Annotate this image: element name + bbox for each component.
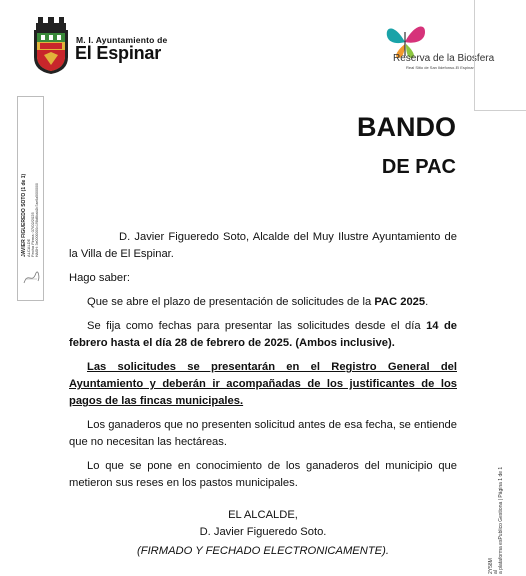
signature-flourish-icon: [24, 272, 39, 283]
stamp-role: ALCALDE: [26, 238, 31, 257]
stamp-hash: HASH: 3e0000000c198d6bab2b7ae6a5000000: [35, 183, 39, 257]
page-note-line2: al: [493, 570, 499, 574]
plazo-text: Que se abre el plazo de presentación de solicitudes de la: [87, 296, 375, 308]
plazo-end: .: [425, 296, 429, 308]
stamp-name: JAVIER FIGUEREDO SOTO (1 de 1): [21, 173, 27, 257]
plazo-pac: PAC 2025: [374, 296, 426, 308]
hago-saber: Hago saber:: [69, 272, 130, 284]
document-subtitle: DE PAC: [381, 156, 456, 178]
paragraph-conocimiento: Lo que se pone en conocimiento de los ganaderos del municipio que metieron sus reses en los pastos municipales.: [69, 460, 457, 489]
right-margin-frame: [474, 0, 526, 111]
svg-text:HASH: 3e0000000c198d6bab2b7ae6: [35, 183, 39, 257]
biosphere-reserve-title: Reserva de la Biosfera: [393, 53, 495, 64]
electronic-signature-stamp: [17, 96, 44, 301]
fechas-bold: 14 de febrero hasta el día 28 de febrero de 2025. (Ambos inclusive).: [69, 320, 457, 349]
signature-title: EL ALCALDE,: [228, 509, 298, 521]
signature-name: D. Javier Figueredo Soto.: [199, 526, 327, 538]
paragraph-fechas: [69, 318, 457, 352]
paragraph-plazo: [69, 294, 457, 311]
document-title: BANDO: [357, 112, 456, 142]
paragraph-registro: Las solicitudes se presentarán en el Registro General del Ayuntamiento y deberán ir acompañadas de los justificantes de los pagos de las fincas municipales.: [69, 361, 457, 407]
stamp-date: Fecha Firma: 07/02/2025: [30, 212, 35, 257]
ayuntamiento-name: El Espinar: [75, 43, 162, 63]
fechas-text: Se fija como fechas para presentar las solicitudes desde el día: [87, 320, 427, 332]
municipal-shield-logo: [32, 17, 70, 75]
page-note-line1: 2Y58M: [488, 558, 494, 574]
intro-paragraph: D. Javier Figueredo Soto, Alcalde del Muy Ilustre Ayuntamiento de la Villa de El Espinar.: [69, 231, 457, 260]
signature-electronic-note: (FIRMADO Y FECHADO ELECTRONICAMENTE).: [137, 545, 389, 557]
biosphere-reserve-subtitle: Real Sitio de San Ildefonso-El Espinar: [406, 65, 474, 70]
ayuntamiento-label: M. I. Ayuntamiento de: [76, 35, 168, 45]
document-body: [69, 229, 457, 499]
paragraph-ganaderos: Los ganaderos que no presenten solicitud antes de esa fecha, se entiende que no necesitan las hectáreas.: [69, 419, 457, 448]
page-note-line3: a plataforma esPublico Gestiona | Página 1 de 1: [498, 466, 504, 574]
